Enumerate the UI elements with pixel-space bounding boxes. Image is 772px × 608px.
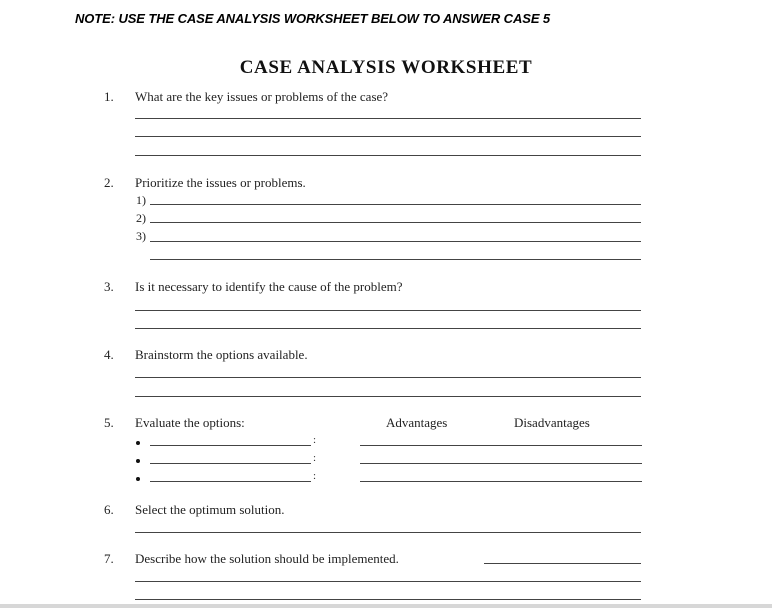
answer-line[interactable]	[150, 259, 641, 260]
bullet-icon	[136, 441, 140, 445]
answer-line[interactable]	[360, 463, 642, 464]
answer-line[interactable]	[360, 481, 642, 482]
option-line[interactable]	[150, 481, 311, 482]
bullet-icon	[136, 477, 140, 481]
question-4-number: 4.	[104, 347, 114, 362]
answer-line[interactable]	[135, 377, 641, 378]
advantages-header: Advantages	[386, 415, 448, 430]
answer-line[interactable]	[135, 310, 641, 311]
colon-mark: :	[313, 434, 317, 446]
question-4-text: Brainstorm the options available.	[135, 347, 308, 362]
colon-mark: :	[313, 470, 317, 482]
question-3-text: Is it necessary to identify the cause of the problem?	[135, 279, 403, 294]
answer-line[interactable]	[135, 396, 641, 397]
answer-line[interactable]	[150, 222, 641, 223]
question-2-number: 2.	[104, 175, 114, 190]
answer-line[interactable]	[135, 136, 641, 137]
priority-2-label: 2)	[136, 211, 146, 225]
question-1-text: What are the key issues or problems of the case?	[135, 89, 389, 104]
page-bottom-divider	[0, 604, 772, 608]
priority-1-label: 1)	[136, 193, 146, 207]
answer-line[interactable]	[150, 241, 641, 242]
answer-line[interactable]	[135, 328, 641, 329]
question-7-number: 7.	[104, 551, 114, 566]
answer-line[interactable]	[360, 445, 642, 446]
answer-line[interactable]	[135, 155, 641, 156]
answer-line[interactable]	[135, 581, 641, 582]
disadvantages-header: Disadvantages	[514, 415, 590, 430]
colon-mark: :	[313, 452, 317, 464]
question-2-text: Prioritize the issues or problems.	[135, 175, 306, 190]
question-6-text: Select the optimum solution.	[135, 502, 285, 517]
priority-3-label: 3)	[136, 229, 146, 243]
question-6-number: 6.	[104, 502, 114, 517]
worksheet-title: CASE ANALYSIS WORKSHEET	[239, 57, 533, 78]
question-3-number: 3.	[104, 279, 114, 294]
option-line[interactable]	[150, 445, 311, 446]
answer-line[interactable]	[150, 204, 641, 205]
question-1-number: 1.	[104, 89, 114, 104]
answer-line[interactable]	[135, 118, 641, 119]
option-line[interactable]	[150, 463, 311, 464]
answer-line[interactable]	[484, 563, 641, 564]
question-5-text: Evaluate the options:	[135, 415, 245, 430]
note-heading: NOTE: USE THE CASE ANALYSIS WORKSHEET BELOW TO ANSWER CASE 5	[75, 11, 551, 26]
answer-line[interactable]	[135, 599, 641, 600]
question-7-text: Describe how the solution should be implemented.	[135, 551, 399, 566]
question-5-number: 5.	[104, 415, 114, 430]
answer-line[interactable]	[135, 532, 641, 533]
bullet-icon	[136, 459, 140, 463]
